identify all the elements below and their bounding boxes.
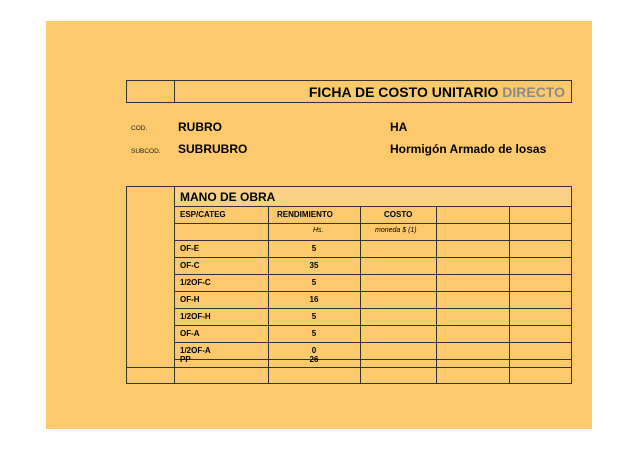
unit-costo: moneda $ (1) — [375, 227, 417, 234]
table-row-cat: OF-C — [180, 261, 200, 270]
table-row-rend: 5 — [311, 278, 317, 287]
grid-line — [175, 291, 571, 292]
unit-rend: Hs. — [313, 227, 324, 234]
grid-line — [175, 308, 571, 309]
grid-line — [509, 206, 510, 383]
cod-label: COD. — [131, 125, 148, 132]
section-title: MANO DE OBRA — [180, 190, 276, 204]
table-row-cat: 1/2OF-H — [180, 312, 211, 321]
grid-line — [360, 206, 361, 383]
title-main: FICHA DE COSTO UNITARIO — [308, 84, 499, 100]
grid-line — [175, 206, 571, 207]
grid-line — [175, 274, 571, 275]
title-divider — [174, 81, 175, 102]
rubro-label: RUBRO — [178, 120, 222, 134]
table-row-cat: PP — [180, 355, 191, 364]
grid-line — [436, 206, 437, 383]
table-row-cat: 1/2OF-C — [180, 278, 211, 287]
table-row-cat: OF-E — [180, 244, 200, 253]
table-row-rend: 5 — [311, 312, 317, 321]
grid-line — [127, 367, 571, 368]
table-row-rend: 0 — [311, 346, 317, 355]
subrubro-label: SUBRUBRO — [178, 142, 248, 156]
table-row-cat: OF-H — [180, 295, 200, 304]
subrubro-value: Hormigón Armado de losas — [390, 142, 547, 156]
table-row-cat: OF-A — [180, 329, 200, 338]
page-title — [309, 84, 565, 100]
col-header-esp: ESP/CATEG — [180, 210, 226, 219]
grid-line — [174, 187, 175, 383]
table-row-cat: 1/2OF-A — [180, 346, 211, 355]
grid-line — [175, 359, 571, 360]
grid-line — [175, 325, 571, 326]
table-row-rend: 16 — [309, 295, 319, 304]
grid-line — [175, 342, 571, 343]
title-box — [126, 80, 572, 103]
title-grey: DIRECTO — [502, 84, 565, 100]
col-header-costo: COSTO — [384, 210, 413, 219]
rubro-value: HA — [390, 120, 408, 134]
table-row-rend: 26 — [309, 355, 319, 364]
col-header-rend: RENDIMIENTO — [277, 210, 333, 219]
subcod-label: SUBCOD. — [131, 148, 161, 155]
table-row-rend: 5 — [311, 329, 317, 338]
table-row-rend: 35 — [309, 261, 319, 270]
grid-line — [175, 223, 571, 224]
labor-table — [126, 186, 572, 384]
grid-line — [175, 257, 571, 258]
table-row-rend: 5 — [311, 244, 317, 253]
grid-line — [175, 240, 571, 241]
